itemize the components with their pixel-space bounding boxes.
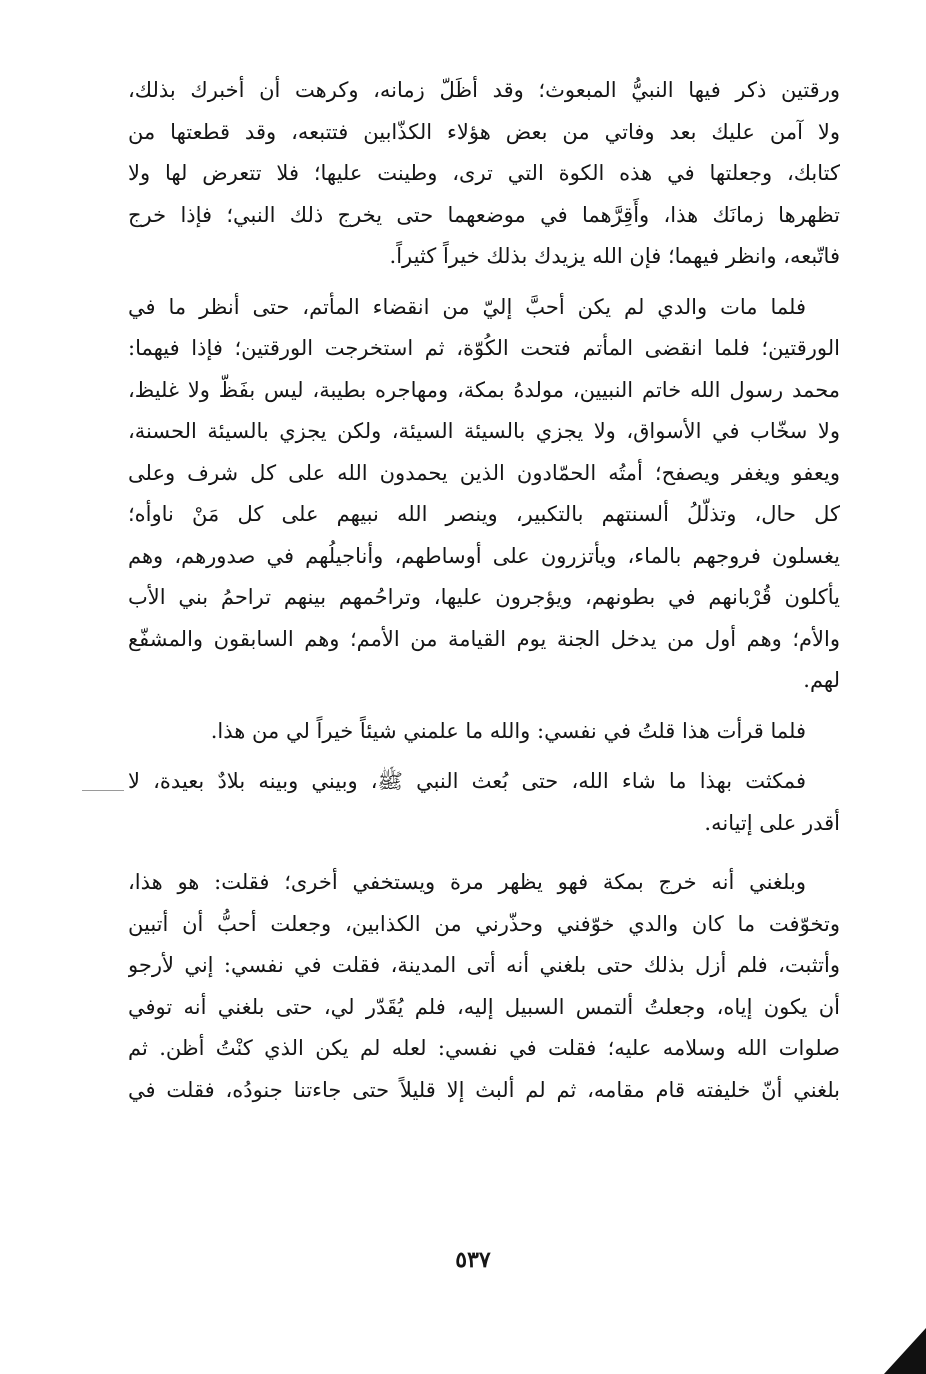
text-line: أن يكون إياه، وجعلتُ ألتمس السبيل إليه، فلم يُقَدّر لي، حتى بلغني أنه توفي — [128, 994, 840, 1019]
paragraph-2 — [128, 287, 840, 702]
corner-scan-mark — [884, 1328, 926, 1374]
text-line: يغسلون فروجهم بالماء، ويأتزرون على أوساطهم، وأناجيلُهم في صدورهم، وهم — [128, 543, 840, 568]
text-line: فمكثت بهذا ما شاء الله، حتى بُعث النبي ﷺ، وبيني وبينه بلادٌ بعيدة، لا — [128, 769, 806, 793]
paragraph-4 — [128, 761, 840, 844]
text-line: فلما مات والدي لم يكن أحبَّ إليّ من انقضاء المأتم، حتى أنظر ما في — [128, 294, 806, 319]
text-line: فاتّبعه، وانظر فيهما؛ فإن الله يزيدك بذلك خيراً كثيراً. — [389, 244, 840, 268]
text-line: أقدر على إتيانه. — [704, 810, 840, 835]
paragraph-5 — [128, 862, 840, 1111]
paragraph-gap — [128, 702, 840, 711]
paragraph-gap — [128, 752, 840, 761]
text-line: صلوات الله وسلامه عليه؛ فقلت في نفسي: لعله لم يكن الذي كنْتُ أظن. ثم — [128, 1036, 840, 1060]
text-line: والأم؛ وهم أول من يدخل الجنة يوم القيامة من الأمم؛ وهم السابقون والمشفّع — [128, 626, 840, 651]
text-line: وتخوّفت ما كان والدي خوّفني وحذّرني من الكذابين، وجعلت أحبُّ أن أتبين — [128, 911, 840, 936]
paragraph-gap — [128, 844, 840, 862]
text-line: فلما قرأت هذا قلتُ في نفسي: والله ما علمني شيئاً خيراً لي من هذا. — [210, 718, 806, 743]
text-line: ولا آمن عليك بعد وفاتي من بعض هؤلاء الكذّابين فتتبعه، وقد قطعتها من — [128, 119, 840, 144]
text-line: ويعفو ويغفر ويصفح؛ أمتُه الحمّادون الذين يحمدون الله على كل شرف وعلى — [128, 460, 840, 485]
text-line: كتابك، وجعلتها في هذه الكوة التي ترى، وطينت عليها؛ فلا تتعرض لها ولا — [128, 161, 840, 185]
paragraph-gap — [128, 278, 840, 287]
text-line: كل حال، وتذلّلُ ألسنتهم بالتكبير، وينصر الله نبيهم على كل مَنْ ناوأه؛ — [128, 502, 840, 526]
text-line: وأتثبت، فلم أزل بذلك حتى بلغني أنه أتى المدينة، فقلت في نفسي: إني لأرجو — [128, 953, 840, 977]
text-line: تظهرها زمانَك هذا، وأَقِرَّهما في موضعهما حتى يخرج ذلك النبي؛ فإذا خرج — [128, 202, 840, 227]
text-line: بلغني أنّ خليفته قام مقامه، ثم لم ألبث إلا قليلاً حتى جاءتنا جنودُه، فقلت في — [128, 1077, 840, 1102]
text-line: ولا سخّاب في الأسواق، ولا يجزي بالسيئة السيئة، ولكن يجزي بالسيئة الحسنة، — [128, 419, 840, 443]
text-line: محمد رسول الله خاتم النبيين، مولدهُ بمكة، ومهاجره بطيبة، ليس بفَظّ ولا غليظ، — [128, 377, 840, 402]
text-line: الورقتين؛ فلما انقضى المأتم فتحت الكُوّة، ثم استخرجت الورقتين؛ فإذا فيهما: — [128, 336, 840, 360]
page-body — [128, 70, 840, 1111]
paragraph-3 — [128, 711, 840, 753]
paragraph-1 — [128, 70, 840, 278]
text-line: يأكلون قُرْبانهم في بطونهم، ويؤجرون عليها، وتراحُمهم بينهم تراحمُ بني الأب — [128, 585, 840, 609]
text-line: ورقتين ذكر فيها النبيُّ المبعوث؛ وقد أظَلّ زمانه، وكرهت أن أخبرك بذلك، — [128, 78, 840, 102]
page-number: ٥٣٧ — [455, 1247, 491, 1273]
text-line: وبلغني أنه خرج بمكة فهو يظهر مرة ويستخفي أخرى؛ فقلت: هو هذا، — [128, 870, 806, 894]
text-line: لهم. — [803, 668, 840, 692]
margin-mark — [82, 790, 124, 791]
